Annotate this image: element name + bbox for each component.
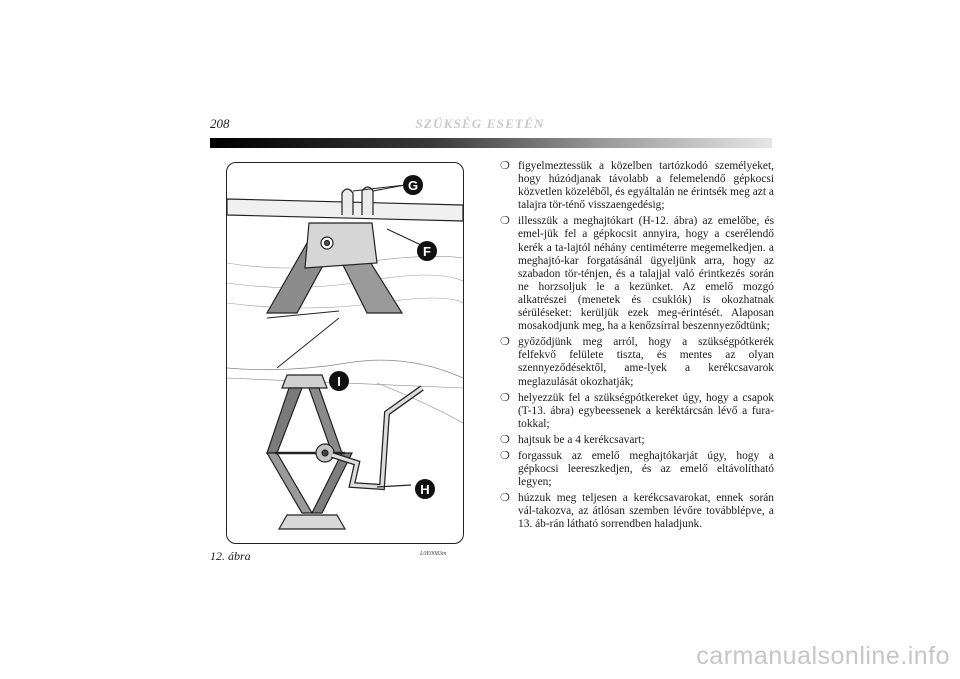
svg-text:G: G [407,178,419,193]
callout-i [329,371,349,391]
list-item: ❍ helyezzük fel a szükségpótkereket úgy, hogy a csapok (T-13. ábra) egybeessenek a keréktárcsán lévő a fura-tokkal; [500,391,774,430]
figure-caption: 12. ábra [210,549,251,563]
svg-text:H: H [420,482,430,497]
bullet-icon: ❍ [500,160,510,172]
list-item: ❍ hajtsuk be a 4 kerékcsavart; [500,433,645,446]
bullet-icon: ❍ [500,391,510,404]
list-item: ❍ forgassuk az emelő meghajtókarját úgy, hogy a gépkocsi leereszkedjen, és az emelő eltávolítható legyen; [500,449,774,489]
instruction-list [500,160,774,535]
svg-text:I: I [337,374,341,389]
watermark: carmanualsonline.info [696,642,950,670]
callout-g [403,175,423,195]
figure-illustration [226,162,464,544]
list-item: ❍ figyelmeztessük a közelben tartózkodó személyeket, hogy húzódjanak távolabb a felemelendő gépkocsi közvetlen közeléből, és egyáltalán ne érintsék meg azt a talajra tör-ténő visszaengedésig; [500,160,774,212]
bullet-icon: ❍ [500,492,510,505]
bullet-icon: ❍ [500,336,510,349]
page-number: 208 [210,116,230,131]
bullet-icon: ❍ [500,215,510,228]
figure-code: L0E0083m [420,551,447,557]
bullet-icon: ❍ [500,433,510,446]
list-item: ❍ győződjünk meg arról, hogy a szükségpótkerék felfekvő felülete tiszta, és mentes az olyan szennyeződésektől, ame-lyek a kerékcsavarok meglazulását okozhatják; [500,336,774,388]
list-item: ❍ illesszük a meghajtókart (H-12. ábra) az emelőbe, és emel-jük fel a gépkocsit annyira, hogy a cserélendő kerék a ta-lajtól néhány centiméterre megemelkedjen. a meghajtó-kar forgatásánál ügyeljünk arra, hogy az szabadon tör-ténjen, és a talajjal való érintkezés során ne horzsoljuk le a kezünket. Az emelő mozgó alkatrészei (menetek és csuklók) is okozhatnak sérüléseket: kerüljük ezek meg-érintését. Alaposan mosakodjunk meg, ha a kenőzsírral beszennyeződtünk; [500,215,774,333]
list-item: ❍ húzzuk meg teljesen a kerékcsavarokat, ennek során vál-takozva, az átlósan szemben lévőre továbblépve, a 13. áb-rán látható sorrendben haladjunk. [500,492,774,531]
callout-f [417,241,437,261]
svg-text:F: F [423,244,431,259]
header-rule [210,138,772,148]
section-title: SZÜKSÉG ESETÉN [415,116,545,131]
callout-h [415,479,435,499]
bullet-icon: ❍ [500,449,510,462]
